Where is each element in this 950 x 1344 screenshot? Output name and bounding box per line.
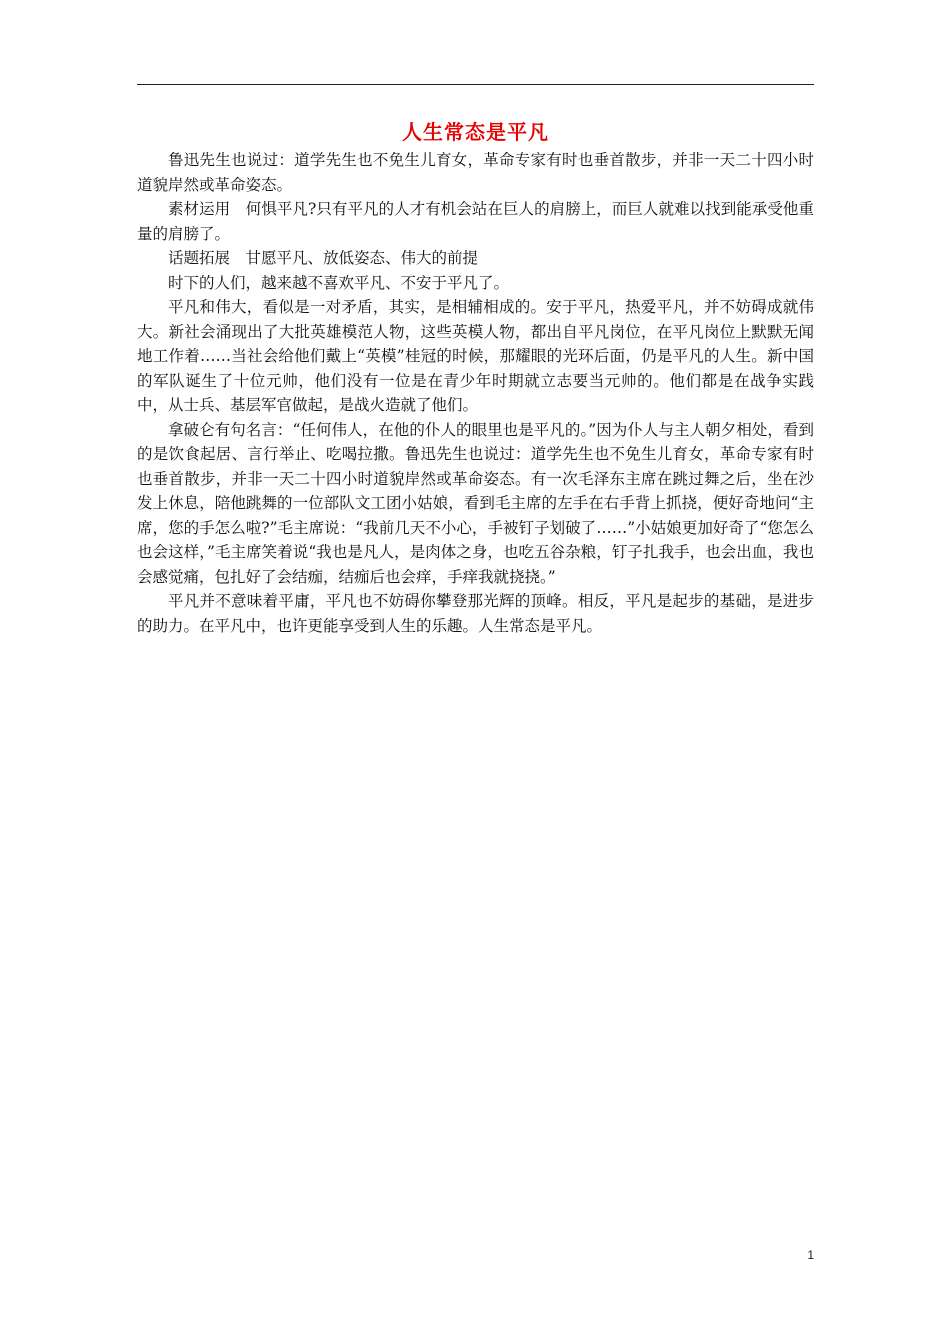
paragraph: 平凡和伟大，看似是一对矛盾，其实，是相辅相成的。安于平凡，热爱平凡，并不妨碍成就伟大。新社会涌现出了大批英雄模范人物，这些英模人物，都出自平凡岗位，在平凡岗位上默默无闻地工作着……当社会给他们戴上“英模”桂冠的时候，那耀眼的光环后面，仍是平凡的人生。新中国的军队诞生了十位元帅，他们没有一位是在青少年时期就立志要当元帅的。他们都是在战争实践中，从士兵、基层军官做起，是战火造就了他们。	[137, 298, 814, 414]
document-title: 人生常态是平凡	[402, 120, 549, 144]
page-number: 1	[807, 1248, 814, 1262]
document-body	[137, 118, 814, 638]
paragraph: 素材运用 何惧平凡?只有平凡的人才有机会站在巨人的肩膀上，而巨人就难以找到能承受他重量的肩膀了。	[137, 200, 814, 243]
paragraph: 拿破仑有句名言：“任何伟人，在他的仆人的眼里也是平凡的。”因为仆人与主人朝夕相处，看到的是饮食起居、言行举止、吃喝拉撒。鲁迅先生也说过：道学先生也不免生儿育女，革命专家有时也垂首散步，并非一天二十四小时道貌岸然或革命姿态。有一次毛泽东主席在跳过舞之后，坐在沙发上休息，陪他跳舞的一位部队文工团小姑娘，看到毛主席的左手在右手背上抓挠，便好奇地问“主席，您的手怎么啦?”毛主席说：“我前几天不小心，手被钉子划破了……”小姑娘更加好奇了“您怎么也会这样，”毛主席笑着说“我也是凡人，是肉体之身，也吃五谷杂粮，钉子扎我手，也会出血，我也会感觉痛，包扎好了会结痂，结痂后也会痒，手痒我就挠挠。”	[137, 420, 814, 586]
paragraph: 平凡并不意味着平庸，平凡也不妨碍你攀登那光辉的顶峰。相反，平凡是起步的基础，是进步的助力。在平凡中，也许更能享受到人生的乐趣。人生常态是平凡。	[137, 592, 814, 635]
paragraph: 时下的人们，越来越不喜欢平凡、不安于平凡了。	[168, 273, 510, 292]
paragraph: 话题拓展 甘愿平凡、放低姿态、伟大的前提	[168, 249, 479, 267]
header-rule	[137, 84, 814, 85]
paragraph: 鲁迅先生也说过：道学先生也不免生儿育女，革命专家有时也垂首散步，并非一天二十四小时道貌岸然或革命姿态。	[137, 151, 814, 194]
